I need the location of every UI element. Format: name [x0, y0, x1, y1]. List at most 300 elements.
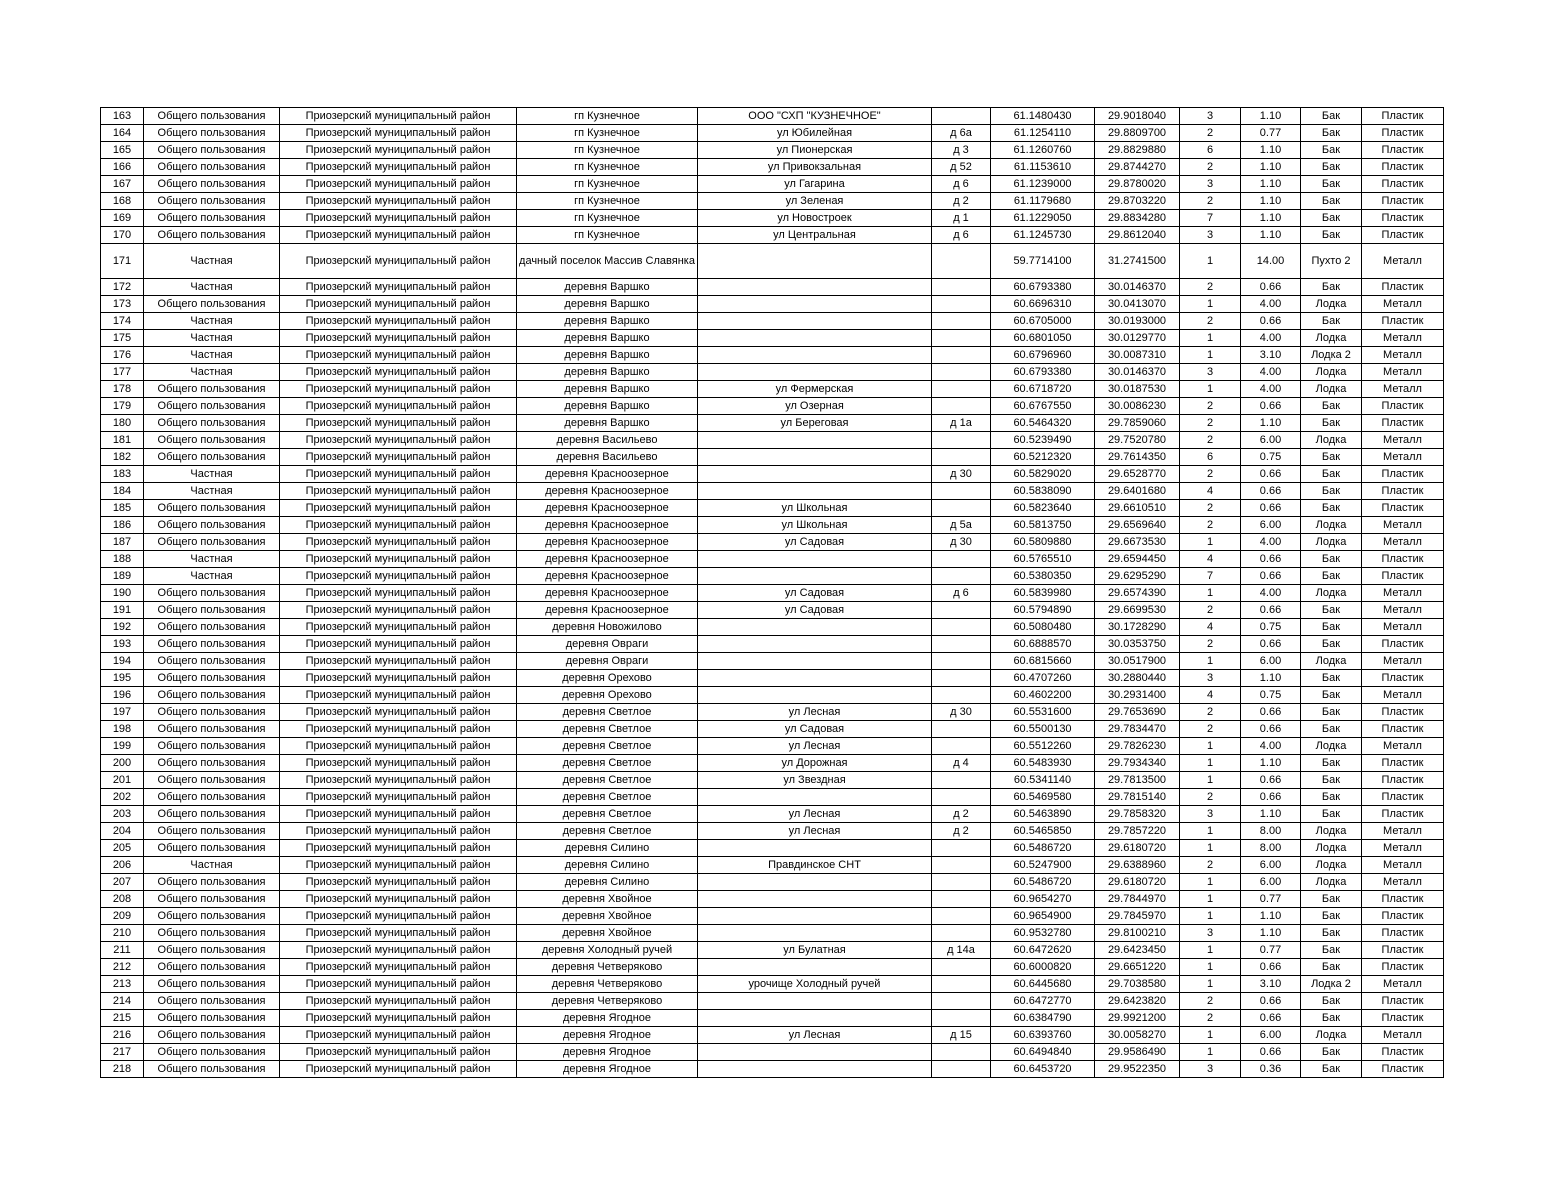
- longitude-cell: 30.2880440: [1095, 670, 1180, 687]
- table-row: [101, 840, 1444, 857]
- street-cell: ул Озерная: [698, 398, 932, 415]
- row-number-cell: 173: [101, 296, 144, 313]
- row-number-cell: 168: [101, 193, 144, 210]
- row-number-cell: 167: [101, 176, 144, 193]
- house-cell: [932, 108, 991, 125]
- row-number-cell: 180: [101, 415, 144, 432]
- latitude-cell: 60.6384790: [991, 1010, 1095, 1027]
- ownership-cell: Частная: [144, 330, 280, 347]
- row-number-cell: 186: [101, 517, 144, 534]
- settlement-cell: деревня Ягодное: [517, 1010, 698, 1027]
- row-number-cell: 218: [101, 1061, 144, 1078]
- street-cell: [698, 840, 932, 857]
- longitude-cell: 29.9018040: [1095, 108, 1180, 125]
- container-count-cell: 1: [1180, 942, 1241, 959]
- street-cell: [698, 364, 932, 381]
- settlement-cell: деревня Красноозерное: [517, 500, 698, 517]
- street-cell: [698, 653, 932, 670]
- container-type-cell: Лодка: [1301, 823, 1362, 840]
- longitude-cell: 30.2931400: [1095, 687, 1180, 704]
- volume-cell: 6.00: [1241, 874, 1301, 891]
- district-cell: Приозерский муниципальный район: [280, 721, 517, 738]
- district-cell: Приозерский муниципальный район: [280, 534, 517, 551]
- latitude-cell: 60.6472770: [991, 993, 1095, 1010]
- row-number-cell: 177: [101, 364, 144, 381]
- container-count-cell: 3: [1180, 227, 1241, 244]
- latitude-cell: 60.5247900: [991, 857, 1095, 874]
- district-cell: Приозерский муниципальный район: [280, 415, 517, 432]
- district-cell: Приозерский муниципальный район: [280, 142, 517, 159]
- settlement-cell: деревня Варшко: [517, 347, 698, 364]
- table-row: [101, 806, 1444, 823]
- latitude-cell: 60.5212320: [991, 449, 1095, 466]
- container-type-cell: Бак: [1301, 500, 1362, 517]
- longitude-cell: 29.6574390: [1095, 585, 1180, 602]
- district-cell: Приозерский муниципальный район: [280, 857, 517, 874]
- house-cell: д 1: [932, 210, 991, 227]
- container-count-cell: 2: [1180, 398, 1241, 415]
- volume-cell: 0.66: [1241, 772, 1301, 789]
- settlement-cell: деревня Красноозерное: [517, 551, 698, 568]
- latitude-cell: 60.5531600: [991, 704, 1095, 721]
- row-number-cell: 174: [101, 313, 144, 330]
- district-cell: Приозерский муниципальный район: [280, 1010, 517, 1027]
- settlement-cell: гп Кузнечное: [517, 176, 698, 193]
- ownership-cell: Общего пользования: [144, 159, 280, 176]
- table-row: [101, 449, 1444, 466]
- container-count-cell: 2: [1180, 125, 1241, 142]
- table-row: [101, 279, 1444, 296]
- latitude-cell: 60.5341140: [991, 772, 1095, 789]
- district-cell: Приозерский муниципальный район: [280, 602, 517, 619]
- table-row: [101, 142, 1444, 159]
- ownership-cell: Частная: [144, 279, 280, 296]
- container-type-cell: Лодка 2: [1301, 976, 1362, 993]
- ownership-cell: Частная: [144, 466, 280, 483]
- house-cell: [932, 364, 991, 381]
- material-cell: Металл: [1362, 517, 1444, 534]
- settlement-cell: деревня Светлое: [517, 789, 698, 806]
- material-cell: Пластик: [1362, 279, 1444, 296]
- street-cell: ул Юбилейная: [698, 125, 932, 142]
- row-number-cell: 215: [101, 1010, 144, 1027]
- volume-cell: 4.00: [1241, 364, 1301, 381]
- container-count-cell: 1: [1180, 976, 1241, 993]
- table-row: [101, 244, 1444, 279]
- table-row: [101, 976, 1444, 993]
- row-number-cell: 187: [101, 534, 144, 551]
- volume-cell: 0.66: [1241, 551, 1301, 568]
- row-number-cell: 198: [101, 721, 144, 738]
- latitude-cell: 60.5465850: [991, 823, 1095, 840]
- street-cell: ул Булатная: [698, 942, 932, 959]
- row-number-cell: 191: [101, 602, 144, 619]
- latitude-cell: 60.5765510: [991, 551, 1095, 568]
- volume-cell: 4.00: [1241, 585, 1301, 602]
- ownership-cell: Общего пользования: [144, 670, 280, 687]
- ownership-cell: Общего пользования: [144, 449, 280, 466]
- district-cell: Приозерский муниципальный район: [280, 210, 517, 227]
- district-cell: Приозерский муниципальный район: [280, 108, 517, 125]
- ownership-cell: Общего пользования: [144, 125, 280, 142]
- container-count-cell: 3: [1180, 108, 1241, 125]
- container-type-cell: Лодка: [1301, 330, 1362, 347]
- container-count-cell: 2: [1180, 279, 1241, 296]
- latitude-cell: 60.6888570: [991, 636, 1095, 653]
- row-number-cell: 184: [101, 483, 144, 500]
- material-cell: Металл: [1362, 449, 1444, 466]
- ownership-cell: Общего пользования: [144, 823, 280, 840]
- material-cell: Пластик: [1362, 500, 1444, 517]
- longitude-cell: 29.9921200: [1095, 1010, 1180, 1027]
- ownership-cell: Общего пользования: [144, 517, 280, 534]
- district-cell: Приозерский муниципальный район: [280, 1027, 517, 1044]
- ownership-cell: Частная: [144, 347, 280, 364]
- ownership-cell: Общего пользования: [144, 942, 280, 959]
- street-cell: [698, 244, 932, 279]
- material-cell: Пластик: [1362, 942, 1444, 959]
- longitude-cell: 29.7653690: [1095, 704, 1180, 721]
- ownership-cell: Общего пользования: [144, 908, 280, 925]
- container-count-cell: 2: [1180, 704, 1241, 721]
- latitude-cell: 60.5794890: [991, 602, 1095, 619]
- district-cell: Приозерский муниципальный район: [280, 1044, 517, 1061]
- house-cell: [932, 381, 991, 398]
- volume-cell: 4.00: [1241, 330, 1301, 347]
- street-cell: ул Садовая: [698, 585, 932, 602]
- container-type-cell: Лодка: [1301, 296, 1362, 313]
- volume-cell: 4.00: [1241, 381, 1301, 398]
- house-cell: д 2: [932, 806, 991, 823]
- container-count-cell: 7: [1180, 210, 1241, 227]
- latitude-cell: 61.1480430: [991, 108, 1095, 125]
- row-number-cell: 203: [101, 806, 144, 823]
- street-cell: [698, 296, 932, 313]
- district-cell: Приозерский муниципальный район: [280, 432, 517, 449]
- container-type-cell: Лодка: [1301, 585, 1362, 602]
- material-cell: Пластик: [1362, 704, 1444, 721]
- container-count-cell: 2: [1180, 602, 1241, 619]
- table-row: [101, 619, 1444, 636]
- district-cell: Приозерский муниципальный район: [280, 891, 517, 908]
- house-cell: [932, 347, 991, 364]
- ownership-cell: Общего пользования: [144, 806, 280, 823]
- street-cell: [698, 1061, 932, 1078]
- material-cell: Металл: [1362, 347, 1444, 364]
- street-cell: ул Лесная: [698, 1027, 932, 1044]
- ownership-cell: Общего пользования: [144, 381, 280, 398]
- table-row: [101, 364, 1444, 381]
- row-number-cell: 179: [101, 398, 144, 415]
- container-count-cell: 4: [1180, 483, 1241, 500]
- settlement-cell: деревня Светлое: [517, 721, 698, 738]
- street-cell: [698, 789, 932, 806]
- house-cell: [932, 959, 991, 976]
- street-cell: [698, 1044, 932, 1061]
- street-cell: [698, 908, 932, 925]
- house-cell: [932, 449, 991, 466]
- ownership-cell: Общего пользования: [144, 1044, 280, 1061]
- material-cell: Пластик: [1362, 108, 1444, 125]
- row-number-cell: 185: [101, 500, 144, 517]
- table-row: [101, 602, 1444, 619]
- container-count-cell: 2: [1180, 517, 1241, 534]
- volume-cell: 0.75: [1241, 449, 1301, 466]
- material-cell: Пластик: [1362, 193, 1444, 210]
- house-cell: [932, 908, 991, 925]
- district-cell: Приозерский муниципальный район: [280, 670, 517, 687]
- ownership-cell: Общего пользования: [144, 993, 280, 1010]
- street-cell: ул Лесная: [698, 806, 932, 823]
- volume-cell: 0.66: [1241, 1044, 1301, 1061]
- row-number-cell: 196: [101, 687, 144, 704]
- table-row: [101, 125, 1444, 142]
- container-count-cell: 1: [1180, 840, 1241, 857]
- material-cell: Металл: [1362, 840, 1444, 857]
- row-number-cell: 212: [101, 959, 144, 976]
- ownership-cell: Общего пользования: [144, 840, 280, 857]
- volume-cell: 0.66: [1241, 789, 1301, 806]
- settlement-cell: деревня Красноозерное: [517, 585, 698, 602]
- volume-cell: 0.66: [1241, 993, 1301, 1010]
- street-cell: [698, 959, 932, 976]
- settlement-cell: деревня Новожилово: [517, 619, 698, 636]
- ownership-cell: Общего пользования: [144, 636, 280, 653]
- row-number-cell: 211: [101, 942, 144, 959]
- container-type-cell: Бак: [1301, 959, 1362, 976]
- ownership-cell: Общего пользования: [144, 704, 280, 721]
- ownership-cell: Общего пользования: [144, 108, 280, 125]
- container-type-cell: Лодка: [1301, 738, 1362, 755]
- settlement-cell: деревня Хвойное: [517, 908, 698, 925]
- district-cell: Приозерский муниципальный район: [280, 381, 517, 398]
- material-cell: Пластик: [1362, 142, 1444, 159]
- settlement-cell: деревня Красноозерное: [517, 483, 698, 500]
- district-cell: Приозерский муниципальный район: [280, 738, 517, 755]
- volume-cell: 0.66: [1241, 959, 1301, 976]
- latitude-cell: 60.5809880: [991, 534, 1095, 551]
- material-cell: Металл: [1362, 296, 1444, 313]
- row-number-cell: 216: [101, 1027, 144, 1044]
- house-cell: [932, 602, 991, 619]
- row-number-cell: 195: [101, 670, 144, 687]
- row-number-cell: 178: [101, 381, 144, 398]
- latitude-cell: 60.5486720: [991, 874, 1095, 891]
- settlement-cell: гп Кузнечное: [517, 227, 698, 244]
- latitude-cell: 61.1179680: [991, 193, 1095, 210]
- table-row: [101, 925, 1444, 942]
- ownership-cell: Общего пользования: [144, 959, 280, 976]
- settlement-cell: деревня Красноозерное: [517, 517, 698, 534]
- district-cell: Приозерский муниципальный район: [280, 551, 517, 568]
- longitude-cell: 29.9586490: [1095, 1044, 1180, 1061]
- container-type-cell: Бак: [1301, 687, 1362, 704]
- table-row: [101, 296, 1444, 313]
- volume-cell: 0.77: [1241, 125, 1301, 142]
- district-cell: Приозерский муниципальный район: [280, 466, 517, 483]
- material-cell: Металл: [1362, 244, 1444, 279]
- house-cell: [932, 432, 991, 449]
- container-count-cell: 4: [1180, 687, 1241, 704]
- volume-cell: 6.00: [1241, 517, 1301, 534]
- district-cell: Приозерский муниципальный район: [280, 653, 517, 670]
- district-cell: Приозерский муниципальный район: [280, 925, 517, 942]
- street-cell: урочище Холодный ручей: [698, 976, 932, 993]
- container-type-cell: Бак: [1301, 125, 1362, 142]
- house-cell: д 15: [932, 1027, 991, 1044]
- table-row: [101, 874, 1444, 891]
- volume-cell: 0.66: [1241, 704, 1301, 721]
- row-number-cell: 207: [101, 874, 144, 891]
- table-row: [101, 959, 1444, 976]
- house-cell: [932, 551, 991, 568]
- row-number-cell: 164: [101, 125, 144, 142]
- container-count-cell: 3: [1180, 1061, 1241, 1078]
- longitude-cell: 29.6295290: [1095, 568, 1180, 585]
- ownership-cell: Общего пользования: [144, 789, 280, 806]
- district-cell: Приозерский муниципальный район: [280, 789, 517, 806]
- longitude-cell: 29.6610510: [1095, 500, 1180, 517]
- ownership-cell: Общего пользования: [144, 142, 280, 159]
- district-cell: Приозерский муниципальный район: [280, 347, 517, 364]
- volume-cell: 1.10: [1241, 925, 1301, 942]
- row-number-cell: 214: [101, 993, 144, 1010]
- house-cell: [932, 636, 991, 653]
- settlement-cell: деревня Четверяково: [517, 959, 698, 976]
- container-type-cell: Бак: [1301, 466, 1362, 483]
- table-row: [101, 721, 1444, 738]
- volume-cell: 1.10: [1241, 159, 1301, 176]
- street-cell: [698, 874, 932, 891]
- material-cell: Пластик: [1362, 1044, 1444, 1061]
- table-row: [101, 636, 1444, 653]
- street-cell: [698, 466, 932, 483]
- container-count-cell: 7: [1180, 568, 1241, 585]
- row-number-cell: 181: [101, 432, 144, 449]
- house-cell: [932, 619, 991, 636]
- volume-cell: 0.66: [1241, 466, 1301, 483]
- row-number-cell: 165: [101, 142, 144, 159]
- table-row: [101, 176, 1444, 193]
- container-type-cell: Бак: [1301, 1061, 1362, 1078]
- volume-cell: 8.00: [1241, 840, 1301, 857]
- container-type-cell: Бак: [1301, 772, 1362, 789]
- material-cell: Пластик: [1362, 925, 1444, 942]
- longitude-cell: 29.8834280: [1095, 210, 1180, 227]
- district-cell: Приозерский муниципальный район: [280, 330, 517, 347]
- row-number-cell: 201: [101, 772, 144, 789]
- table-row: [101, 108, 1444, 125]
- settlement-cell: деревня Варшко: [517, 296, 698, 313]
- house-cell: [932, 279, 991, 296]
- row-number-cell: 206: [101, 857, 144, 874]
- street-cell: [698, 1010, 932, 1027]
- volume-cell: 0.66: [1241, 483, 1301, 500]
- house-cell: [932, 772, 991, 789]
- district-cell: Приозерский муниципальный район: [280, 823, 517, 840]
- container-type-cell: Бак: [1301, 1044, 1362, 1061]
- ownership-cell: Общего пользования: [144, 432, 280, 449]
- longitude-cell: 30.0187530: [1095, 381, 1180, 398]
- table-row: [101, 398, 1444, 415]
- table-row: [101, 193, 1444, 210]
- latitude-cell: 61.1254110: [991, 125, 1095, 142]
- longitude-cell: 29.6528770: [1095, 466, 1180, 483]
- street-cell: [698, 449, 932, 466]
- container-type-cell: Лодка: [1301, 517, 1362, 534]
- longitude-cell: 29.8744270: [1095, 159, 1180, 176]
- house-cell: д 4: [932, 755, 991, 772]
- table-row: [101, 993, 1444, 1010]
- material-cell: Металл: [1362, 364, 1444, 381]
- material-cell: Металл: [1362, 534, 1444, 551]
- volume-cell: 6.00: [1241, 857, 1301, 874]
- container-type-cell: Бак: [1301, 721, 1362, 738]
- volume-cell: 1.10: [1241, 108, 1301, 125]
- container-type-cell: Бак: [1301, 619, 1362, 636]
- row-number-cell: 190: [101, 585, 144, 602]
- latitude-cell: 60.4602200: [991, 687, 1095, 704]
- district-cell: Приозерский муниципальный район: [280, 959, 517, 976]
- container-type-cell: Бак: [1301, 942, 1362, 959]
- longitude-cell: 30.0353750: [1095, 636, 1180, 653]
- ownership-cell: Общего пользования: [144, 1027, 280, 1044]
- volume-cell: 1.10: [1241, 415, 1301, 432]
- settlement-cell: деревня Светлое: [517, 772, 698, 789]
- latitude-cell: 60.5463890: [991, 806, 1095, 823]
- volume-cell: 0.66: [1241, 500, 1301, 517]
- volume-cell: 1.10: [1241, 806, 1301, 823]
- table-row: [101, 857, 1444, 874]
- latitude-cell: 61.1245730: [991, 227, 1095, 244]
- settlement-cell: деревня Светлое: [517, 806, 698, 823]
- settlement-cell: деревня Холодный ручей: [517, 942, 698, 959]
- volume-cell: 6.00: [1241, 653, 1301, 670]
- settlement-cell: деревня Варшко: [517, 398, 698, 415]
- container-type-cell: Бак: [1301, 483, 1362, 500]
- row-number-cell: 204: [101, 823, 144, 840]
- table-row: [101, 568, 1444, 585]
- row-number-cell: 163: [101, 108, 144, 125]
- row-number-cell: 194: [101, 653, 144, 670]
- latitude-cell: 60.9532780: [991, 925, 1095, 942]
- container-type-cell: Бак: [1301, 755, 1362, 772]
- container-count-cell: 1: [1180, 585, 1241, 602]
- latitude-cell: 60.9654900: [991, 908, 1095, 925]
- latitude-cell: 60.5380350: [991, 568, 1095, 585]
- container-type-cell: Бак: [1301, 891, 1362, 908]
- street-cell: ул Садовая: [698, 602, 932, 619]
- latitude-cell: 60.6767550: [991, 398, 1095, 415]
- volume-cell: 14.00: [1241, 244, 1301, 279]
- house-cell: [932, 1010, 991, 1027]
- latitude-cell: 60.6793380: [991, 364, 1095, 381]
- row-number-cell: 175: [101, 330, 144, 347]
- street-cell: ул Звездная: [698, 772, 932, 789]
- container-type-cell: Бак: [1301, 908, 1362, 925]
- settlement-cell: гп Кузнечное: [517, 210, 698, 227]
- district-cell: Приозерский муниципальный район: [280, 942, 517, 959]
- container-count-cell: 6: [1180, 449, 1241, 466]
- volume-cell: 1.10: [1241, 227, 1301, 244]
- district-cell: Приозерский муниципальный район: [280, 364, 517, 381]
- volume-cell: 0.75: [1241, 619, 1301, 636]
- container-count-cell: 1: [1180, 874, 1241, 891]
- material-cell: Металл: [1362, 1027, 1444, 1044]
- material-cell: Пластик: [1362, 568, 1444, 585]
- street-cell: [698, 432, 932, 449]
- material-cell: Пластик: [1362, 959, 1444, 976]
